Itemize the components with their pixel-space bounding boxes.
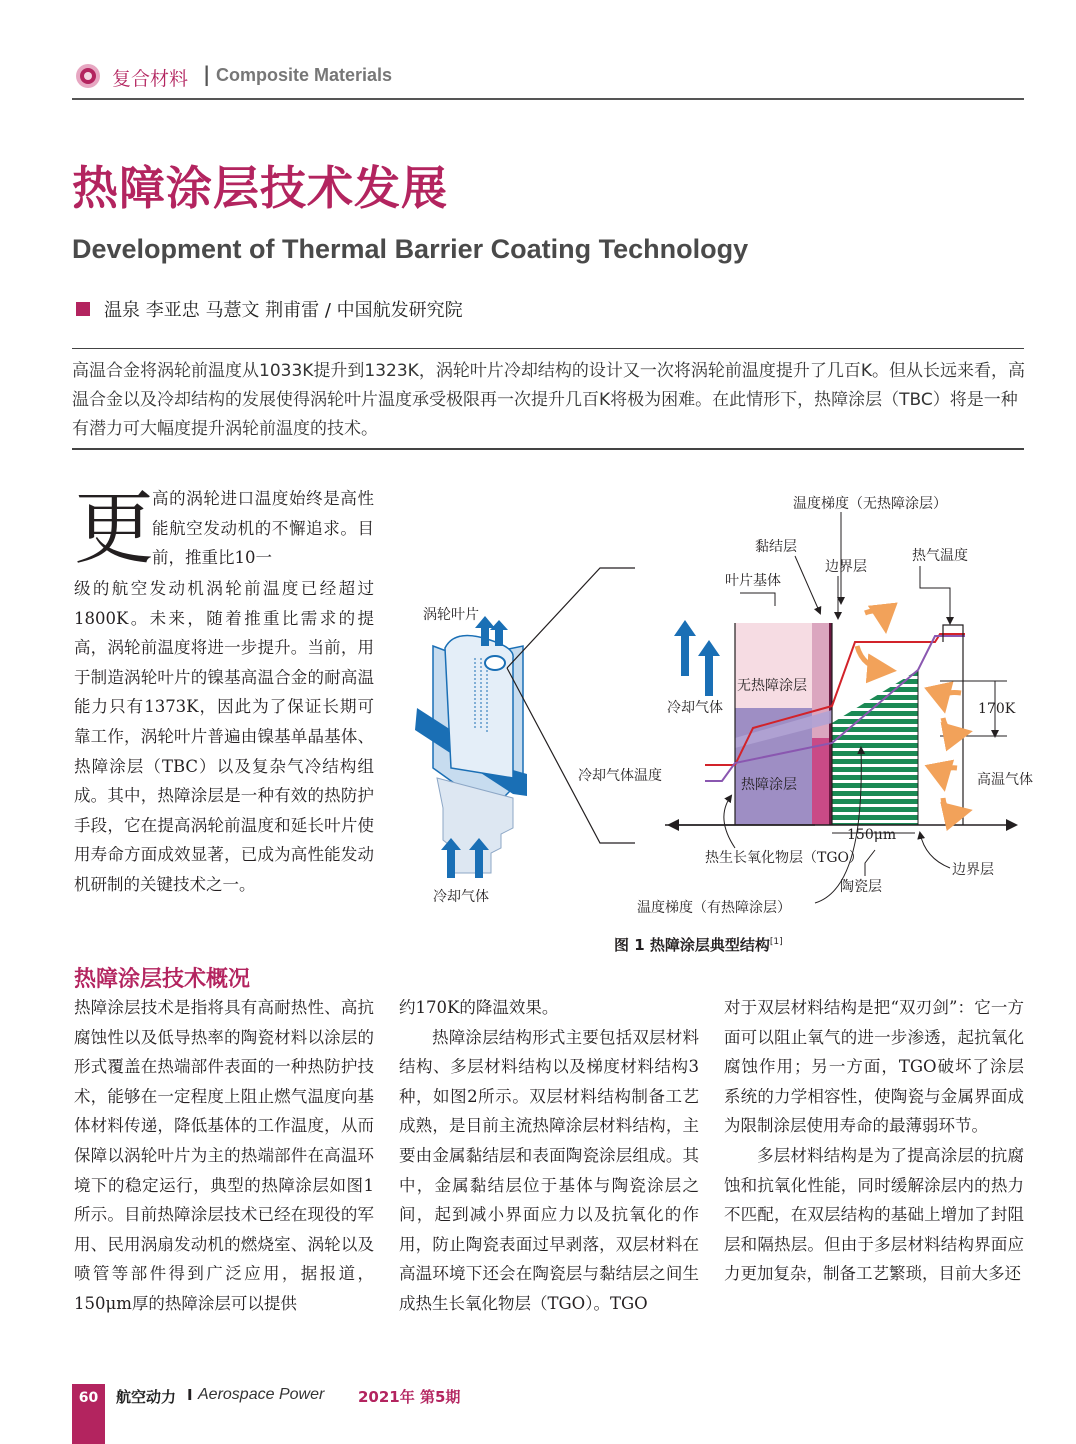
label-temp-gradient-no-tbc: 温度梯度（无热障涂层）	[793, 496, 947, 512]
label-tgo: 热生长氧化物层（TGO）	[705, 850, 863, 866]
page-number: 60	[78, 1390, 99, 1406]
label-temp-gradient-with-tbc: 温度梯度（有热障涂层）	[637, 900, 791, 916]
label-hot-gas: 高温气体	[977, 772, 1033, 788]
col2-paragraph-2: 热障涂层结构形式主要包括双层材料结构、多层材料结构以及梯度材料结构3种，如图2所示。双层材料结构制备工艺成熟，是目前主流热障涂层材料结构，主要由金属黏结层和表面陶瓷涂层组成。其中，金属黏结层位于基体与陶瓷涂层之间，起到减小界面应力以及抗氧化的作用，防止陶瓷表面过早剥落，双层材料在高温环境下还会在陶瓷层与黏结层之间生成热生长氧化物层（TGO）。TGO	[399, 1027, 699, 1313]
article-title-zh: 热障涂层技术发展	[72, 161, 448, 215]
col3-paragraph-2: 多层材料结构是为了提高涂层的抗腐蚀和抗氧化性能，同时缓解涂层内的热力不匹配，在双层结构的基础上增加了封阻层和隔热层。但由于多层材料结构界面应力更加复杂，制备工艺繁琐，目前大多还	[724, 1145, 1024, 1284]
tbc-structure-figure	[395, 478, 1035, 918]
label-cooling-gas-bottom: 冷却气体	[433, 889, 489, 905]
figure-caption	[614, 934, 783, 955]
body-column-2	[399, 993, 699, 1319]
journal-name-zh: 航空动力	[116, 1388, 177, 1406]
abstract-top-rule	[72, 348, 1024, 349]
label-thickness: 150μm	[847, 827, 897, 843]
label-no-tbc: 无热障涂层	[737, 678, 807, 694]
author-line: 温泉 李亚忠 马薏文 荆甫雷 / 中国航发研究院	[104, 300, 463, 321]
author-marker	[76, 302, 90, 316]
body-column-1: 热障涂层技术是指将具有高耐热性、高抗腐蚀性以及低导热率的陶瓷材料以涂层的形式覆盖在热端部件表面的一种热防护技术，能够在一定程度上阻止燃气温度向基体材料传递，降低基体的工作温度，从而保障以涡轮叶片为主的热端部件在高温环境下的稳定运行，典型的热障涂层如图1所示。目前热障涂层技术已经在现役的军用、民用涡扇发动机的燃烧室、涡轮以及喷管等部件得到广泛应用，据报道，150μm厚的热障涂层可以提供	[74, 998, 374, 1313]
col2-paragraph-1: 约170K的降温效果。	[399, 998, 559, 1017]
label-turbine-blade: 涡轮叶片	[423, 607, 479, 623]
col3-paragraph-1: 对于双层材料结构是把“双刃剑”：它一方面可以阻止氧气的进一步渗透，起抗氧化腐蚀作用；另一方面，TGO破坏了涂层系统的力学相容性，使陶瓷与金属界面成为限制涂层使用寿命的最薄弱环节。	[724, 998, 1024, 1136]
label-boundary-layer-bottom: 边界层	[952, 862, 994, 878]
journal-issue: 2021年 第5期	[358, 1388, 461, 1406]
body-column-3	[724, 993, 1024, 1289]
bond-coat-layer	[812, 738, 829, 825]
label-cooling-gas-left: 冷却气体	[667, 700, 723, 716]
label-boundary-layer-top: 边界层	[825, 559, 867, 575]
label-hot-gas-temp: 热气温度	[912, 548, 968, 564]
header-rule	[72, 98, 1024, 100]
intro-paragraph-rest: 级的航空发动机涡轮前温度已经超过1800K。未来，随着推重比需求的提高，涡轮前温度将进一步提升。当前，用于制造涡轮叶片的镍基高温合金的耐高温能力只有1373K，因此为了保证长期可靠工作，涡轮叶片普遍由镍基单晶基体、热障涂层（TBC）以及复杂气冷结构组成。其中，热障涂层是一种有效的热防护手段，它在提高涡轮前温度和延长叶片使用寿命方面成效显著，已成为高性能发动机研制的关键技术之一。	[74, 579, 374, 894]
header-separator: |	[203, 62, 211, 86]
turbine-blade-illustration	[415, 636, 527, 874]
ceramic-layer	[832, 670, 918, 825]
callout-line-top	[507, 568, 635, 668]
label-ceramic-layer: 陶瓷层	[840, 879, 882, 895]
label-tbc: 热障涂层	[741, 777, 797, 793]
section-label-en: Composite Materials	[216, 65, 393, 85]
abstract: 高温合金将涡轮前温度从1033K提升到1323K，涡轮叶片冷却结构的设计又一次将涡轮前温度提升了几百K。但从长远来看，高温合金以及冷却结构的发展使得涡轮叶片温度承受极限再一次提升几百K将极为困难。在此情形下，热障涂层（TBC）将是一种有潜力可大幅度提升涡轮前温度的技术。	[72, 361, 1025, 439]
section-label-zh: 复合材料	[112, 68, 189, 90]
intro-paragraph-start: 高的涡轮进口温度始终是高性能航空发动机的不懈追求。目前，推重比10一	[152, 489, 374, 568]
journal-name-en: Aerospace Power	[198, 1386, 325, 1403]
figure-caption-text: 图 1 热障涂层典型结构	[614, 936, 770, 954]
label-170k: 170K	[978, 701, 1016, 717]
label-bond-coat: 黏结层	[755, 539, 797, 555]
abstract-bottom-rule	[72, 448, 1024, 450]
section-heading: 热障涂层技术概况	[74, 967, 251, 992]
label-cooling-gas-temp: 冷却气体温度	[578, 768, 662, 784]
figure-citation: [1]	[769, 937, 783, 947]
article-title-en: Development of Thermal Barrier Coating Technology	[72, 234, 749, 264]
footer-separator: I	[187, 1386, 193, 1404]
cooling-gas-arrows-icon	[674, 620, 720, 696]
callout-line-bottom	[507, 668, 635, 843]
journal-section-logo-icon	[75, 63, 101, 89]
label-substrate: 叶片基体	[725, 573, 781, 589]
drop-cap: 更	[74, 482, 154, 575]
